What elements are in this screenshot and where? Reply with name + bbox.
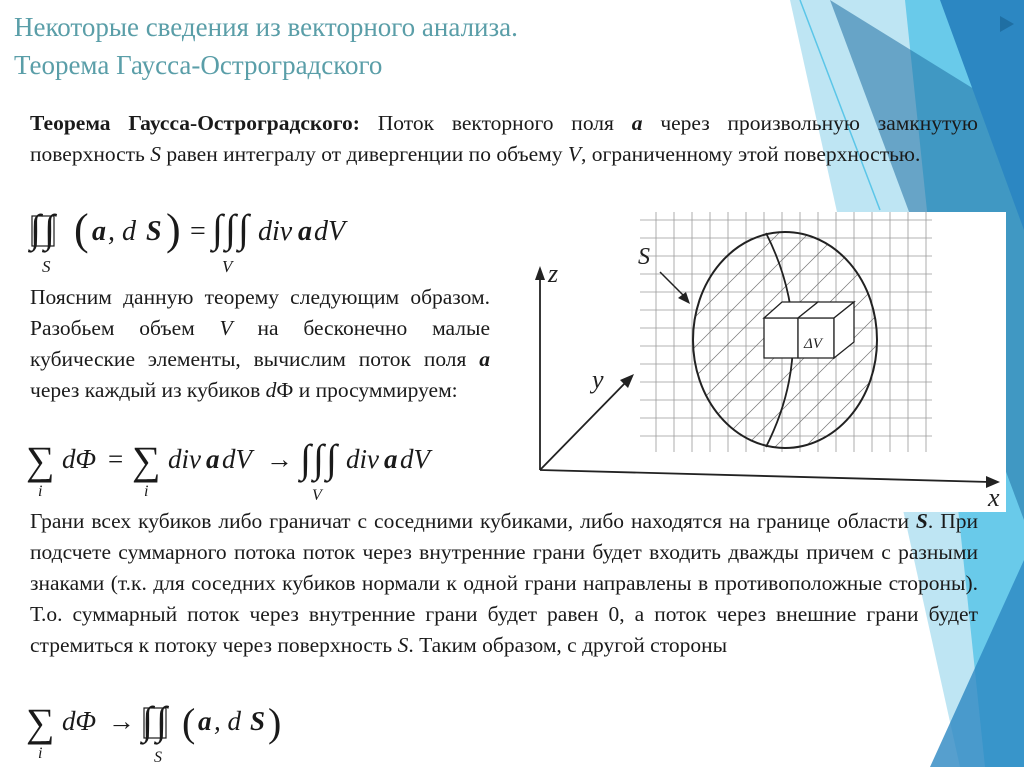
explanation-paragraph (30, 282, 490, 406)
axis-x-label: x (988, 483, 1000, 512)
formula-sum-flux (22, 432, 502, 506)
axis-z-arrowhead (535, 266, 545, 280)
f2-dphi-1: dΦ (62, 444, 97, 474)
f2-sub-i-2: i (144, 483, 149, 500)
s-pointer-arrowhead (678, 292, 690, 304)
axis-x (540, 470, 990, 482)
f3-close-paren: ) (268, 700, 282, 745)
sum-sign-1: ∑ (26, 438, 55, 483)
svg-text:∫: ∫ (326, 436, 337, 481)
bottom-text-1: Грани всех кубиков либо граничат с соседними кубиками, либо находятся на границе области (30, 509, 916, 533)
theorem-text-1: Поток векторного поля (359, 111, 632, 135)
sum-sign-2: ∑ (132, 438, 161, 483)
axis-y (540, 380, 628, 470)
bottom-text-2: . При подсчете суммарного потока поток через внутренние грани будет входить дважды причем с разными знаками (т.к. для соседних кубиков нормали к одной грани направлены в противоположные стороны). Т.о. суммарный поток через внутренние грани будет равен 0, а поток через внешние грани будет стремиться к потоку через поверхность (30, 509, 978, 657)
f2-div-1: div (168, 444, 201, 474)
svg-text:∫: ∫ (225, 206, 236, 251)
slide-title (14, 8, 518, 84)
f3-vector-s: S (250, 706, 266, 736)
triple-integral-sign (209, 206, 252, 253)
label-s: S (638, 244, 650, 270)
f3-comma-d: , d (214, 706, 241, 736)
f3-vector-a: a (198, 706, 212, 736)
axis-y-label: y (592, 365, 604, 394)
theorem-text-3: равен интегралу от дивергенции по объему (160, 142, 568, 166)
f2-dv-2: dV (400, 444, 430, 474)
f2-dv-1: dV (222, 444, 252, 474)
bottom-surface-s-1: S (915, 509, 928, 533)
title-line-2: Теорема Гаусса-Остроградского (14, 50, 383, 80)
f1-vector-s: S (146, 216, 162, 247)
svg-text:∫: ∫ (300, 436, 311, 481)
figure-sphere-cubes (520, 212, 1006, 512)
formula-gauss-ostrogradsky (22, 200, 382, 280)
triple-integral-sign-2 (297, 436, 340, 483)
bottom-text-3: . Таким образом, с другой стороны (408, 633, 728, 657)
f1-dv: dV (314, 216, 346, 247)
f1-div: div (258, 216, 293, 247)
svg-text:∫: ∫ (156, 698, 167, 743)
vector-a: a (631, 111, 643, 135)
axis-z-label: z (548, 259, 559, 288)
explain-text-4: Ф и просуммируем: (276, 378, 458, 402)
f1-sub-v: V (222, 257, 233, 276)
f1-comma-d: , d (108, 216, 136, 247)
f3-open-paren: ( (182, 700, 196, 745)
f2-vector-a-1: a (206, 444, 220, 474)
svg-text:∫: ∫ (313, 436, 324, 481)
closed-double-integral-sign (27, 206, 58, 253)
theorem-name: Теорема Гаусса-Остроградского: (30, 111, 360, 135)
f2-sub-v: V (312, 487, 322, 504)
sum-sign-3: ∑ (26, 700, 55, 745)
f2-equals: = (108, 444, 124, 474)
svg-text:∫: ∫ (238, 206, 249, 251)
explain-text-3: через каждый из кубиков (30, 378, 266, 402)
f3-dphi: dΦ (62, 706, 97, 736)
bottom-paragraph (30, 506, 978, 661)
label-delta-v: ΔV (804, 336, 822, 352)
svg-text:∫: ∫ (142, 698, 153, 743)
volume-v: V (567, 142, 581, 166)
explain-text-1: Поясним данную теорему следующим образом. Разобьем объем (30, 285, 490, 340)
f2-div-2: div (346, 444, 379, 474)
theorem-text-2: через произвольную замкнутую поверхность (30, 111, 978, 166)
f2-sub-i-1: i (38, 483, 43, 500)
f2-vector-a-2: a (384, 444, 398, 474)
explain-volume-v: V (219, 316, 233, 340)
svg-text:∫: ∫ (212, 206, 223, 251)
f1-sub-s: S (42, 257, 51, 276)
f3-sub-s: S (154, 749, 162, 766)
formula-sum-limit (22, 696, 322, 766)
f3-arrow: → (108, 706, 135, 736)
f1-close-paren: ) (166, 205, 181, 254)
bottom-surface-s-2: S (397, 633, 409, 657)
theorem-text-4: , ограниченному этой поверхностью. (581, 142, 921, 166)
f3-sub-i: i (38, 745, 43, 762)
f1-vector-a2: a (298, 216, 312, 247)
f1-open-paren: ( (74, 205, 89, 254)
svg-text:∫: ∫ (44, 206, 55, 251)
explain-vector-a: a (479, 347, 490, 371)
f1-vector-a: a (92, 216, 106, 247)
theorem-statement (30, 108, 978, 170)
title-line-1: Некоторые сведения из векторного анализа. (14, 12, 518, 42)
explain-text-2: на бесконечно малые кубические элементы, вычислим поток поля (30, 316, 490, 371)
closed-double-integral-sign-2 (139, 698, 170, 745)
figure-svg (520, 212, 1006, 512)
svg-text:∫: ∫ (30, 206, 41, 251)
f2-arrow: → (266, 444, 293, 474)
surface-s: S (150, 142, 161, 166)
explain-d: d (265, 378, 277, 402)
f1-equals: = (190, 216, 206, 247)
